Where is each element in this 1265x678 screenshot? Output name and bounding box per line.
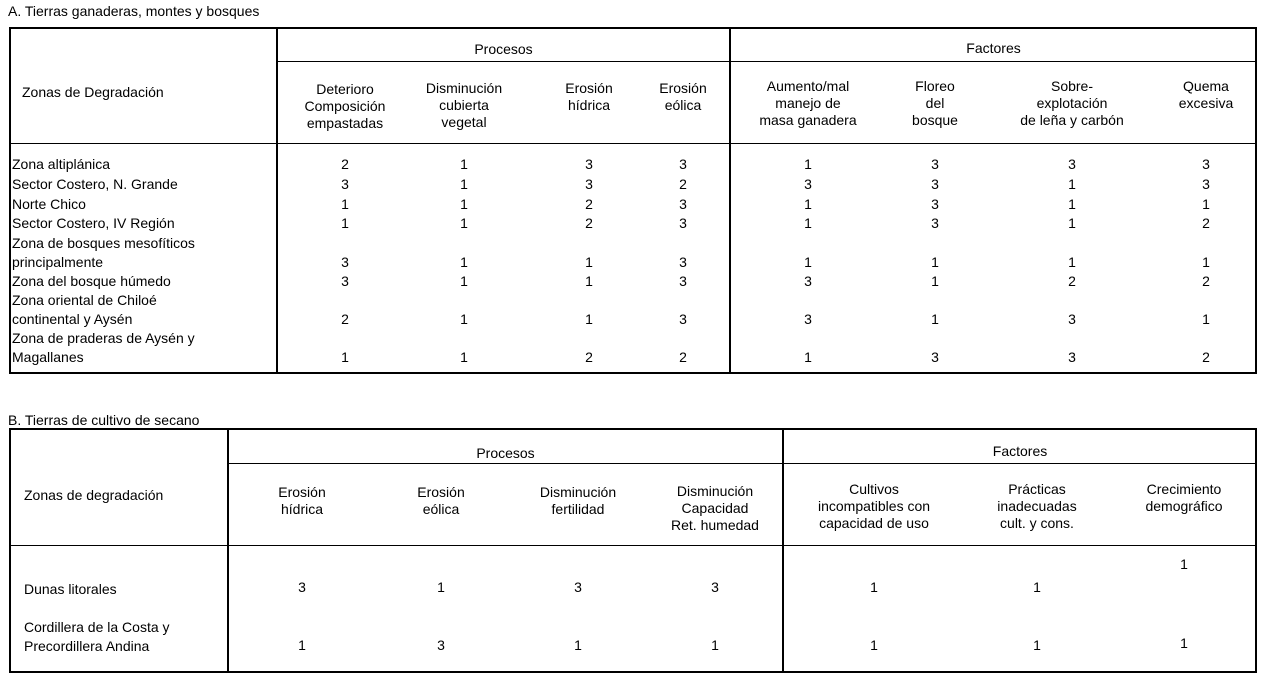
table-b-frame bbox=[9, 428, 1257, 673]
table-a-cell: 3 bbox=[679, 273, 687, 289]
table-a-cell: 1 bbox=[1202, 254, 1210, 270]
table-a-cell: 3 bbox=[1068, 311, 1076, 327]
table-a-cell: 2 bbox=[1202, 349, 1210, 365]
table-a-divider-zone bbox=[276, 28, 278, 373]
table-b-column-header: Prácticas inadecuadas cult. y cons. bbox=[997, 481, 1077, 531]
table-b-cell: 3 bbox=[437, 637, 445, 653]
table-a-cell: 1 bbox=[460, 273, 468, 289]
table-a-cell: 1 bbox=[804, 156, 812, 172]
section-a-caption: A. Tierras ganaderas, montes y bosques bbox=[8, 3, 260, 19]
table-a-zone-label: Zona del bosque húmedo bbox=[12, 273, 171, 289]
table-b-cell: 1 bbox=[1180, 635, 1188, 651]
table-a-cell: 1 bbox=[804, 215, 812, 231]
table-b-cell: 1 bbox=[1033, 637, 1041, 653]
table-a-cell: 3 bbox=[341, 176, 349, 192]
table-a-cell: 3 bbox=[341, 254, 349, 270]
table-a-cell: 3 bbox=[804, 311, 812, 327]
table-a-cell: 2 bbox=[679, 176, 687, 192]
table-b-cell: 1 bbox=[437, 579, 445, 595]
table-a-cell: 3 bbox=[931, 349, 939, 365]
table-a-cell: 1 bbox=[804, 196, 812, 212]
table-a-column-header: Aumento/mal manejo de masa ganadera bbox=[759, 78, 857, 128]
table-a-cell: 3 bbox=[931, 176, 939, 192]
table-a-cell: 1 bbox=[804, 349, 812, 365]
table-a-cell: 1 bbox=[931, 311, 939, 327]
table-b-divider-zone bbox=[227, 429, 229, 672]
table-a-cell: 2 bbox=[679, 349, 687, 365]
table-a-cell: 1 bbox=[585, 273, 593, 289]
table-a-cell: 3 bbox=[341, 273, 349, 289]
table-a-zone-label: Sector Costero, N. Grande bbox=[12, 176, 178, 192]
table-a-cell: 1 bbox=[585, 311, 593, 327]
table-a-cell: 1 bbox=[1068, 215, 1076, 231]
table-b-column-header: Erosión hídrica bbox=[278, 484, 326, 517]
table-a-cell: 1 bbox=[341, 349, 349, 365]
table-a-cell: 1 bbox=[460, 254, 468, 270]
table-a-cell: 2 bbox=[1068, 273, 1076, 289]
table-a-cell: 3 bbox=[679, 311, 687, 327]
table-a-zone-label: Norte Chico bbox=[12, 196, 86, 212]
table-a-column-header: Deterioro Composición empastadas bbox=[304, 81, 386, 131]
table-b-cell: 3 bbox=[711, 579, 719, 595]
table-a-cell: 3 bbox=[585, 156, 593, 172]
table-b-cell: 3 bbox=[298, 579, 306, 595]
table-a-cell: 3 bbox=[585, 176, 593, 192]
table-a-cell: 1 bbox=[1202, 311, 1210, 327]
table-a-cell: 1 bbox=[1202, 196, 1210, 212]
table-b-cell: 3 bbox=[574, 579, 582, 595]
table-a-group-procesos: Procesos bbox=[474, 41, 533, 57]
table-a-cell: 1 bbox=[460, 156, 468, 172]
table-a-cell: 3 bbox=[1068, 349, 1076, 365]
table-a-cell: 1 bbox=[341, 215, 349, 231]
table-a-zone-label: Zona oriental de Chiloé continental y Aysén bbox=[12, 292, 157, 327]
table-a-cell: 3 bbox=[679, 156, 687, 172]
table-b-column-header: Disminución Capacidad Ret. humedad bbox=[671, 483, 759, 533]
table-a-cell: 1 bbox=[460, 311, 468, 327]
table-a-cell: 1 bbox=[931, 273, 939, 289]
table-a-cell: 3 bbox=[679, 254, 687, 270]
table-a-zone-label: Zona altiplánica bbox=[12, 156, 111, 172]
table-a-cell: 2 bbox=[1202, 215, 1210, 231]
table-a-cell: 3 bbox=[804, 273, 812, 289]
table-a-header-rule bbox=[10, 143, 1256, 144]
table-b-zone-label: Cordillera de la Costa y Precordillera Andina bbox=[24, 619, 170, 654]
table-a-cell: 1 bbox=[931, 254, 939, 270]
table-a-cell: 1 bbox=[460, 215, 468, 231]
table-b-cell: 1 bbox=[574, 637, 582, 653]
table-b-cell: 1 bbox=[1180, 556, 1188, 572]
table-a-cell: 2 bbox=[1202, 273, 1210, 289]
table-b-column-header: Cultivos incompatibles con capacidad de uso bbox=[817, 481, 931, 531]
table-a-column-header: Quema excesiva bbox=[1178, 78, 1234, 111]
table-a-cell: 1 bbox=[585, 254, 593, 270]
table-a-zone-label: Zona de bosques mesofíticos principalmente bbox=[12, 235, 195, 270]
table-a-cell: 3 bbox=[931, 156, 939, 172]
table-a-zone-label: Sector Costero, IV Región bbox=[12, 215, 175, 231]
table-a-column-header: Erosión hídrica bbox=[565, 80, 613, 113]
table-b-cell: 1 bbox=[298, 637, 306, 653]
table-b-column-header: Erosión eólica bbox=[417, 484, 465, 517]
table-b-cell: 1 bbox=[1033, 579, 1041, 595]
section-b-caption: B. Tierras de cultivo de secano bbox=[8, 412, 200, 428]
table-a-cell: 3 bbox=[679, 196, 687, 212]
table-b-divider-groups bbox=[782, 429, 784, 672]
table-a-cell: 1 bbox=[460, 176, 468, 192]
table-a-cell: 3 bbox=[804, 176, 812, 192]
table-a-cell: 1 bbox=[460, 349, 468, 365]
table-a-column-header: Erosión eólica bbox=[659, 80, 707, 113]
table-a-cell: 1 bbox=[460, 196, 468, 212]
table-b-column-header: Crecimiento demográfico bbox=[1145, 481, 1223, 514]
table-b-column-header: Disminución fertilidad bbox=[539, 484, 617, 517]
table-b-cell: 1 bbox=[711, 637, 719, 653]
table-a-cell: 1 bbox=[1068, 176, 1076, 192]
table-a-cell: 3 bbox=[1202, 176, 1210, 192]
table-a-cell: 2 bbox=[585, 196, 593, 212]
table-a-group-factores: Factores bbox=[966, 40, 1021, 56]
table-a-cell: 2 bbox=[585, 215, 593, 231]
table-b-header-rule bbox=[10, 545, 1256, 546]
table-a-zone-header: Zonas de Degradación bbox=[22, 84, 164, 100]
table-b-cell: 1 bbox=[870, 637, 878, 653]
table-a-cell: 1 bbox=[1068, 196, 1076, 212]
table-a-group-rule bbox=[277, 61, 1256, 62]
table-a-column-header: Disminución cubierta vegetal bbox=[425, 80, 503, 130]
table-a-cell: 3 bbox=[931, 196, 939, 212]
table-a-cell: 1 bbox=[804, 254, 812, 270]
table-a-cell: 2 bbox=[585, 349, 593, 365]
table-a-cell: 1 bbox=[341, 196, 349, 212]
table-a-cell: 1 bbox=[1068, 254, 1076, 270]
table-a-column-header: Floreo del bosque bbox=[912, 78, 958, 128]
table-a-cell: 2 bbox=[341, 156, 349, 172]
table-b-zone-header: Zonas de degradación bbox=[24, 487, 164, 503]
table-b-group-factores: Factores bbox=[992, 443, 1048, 459]
table-b-group-rule bbox=[228, 463, 1256, 464]
table-a-zone-label: Zona de praderas de Aysén y Magallanes bbox=[12, 330, 195, 365]
table-b-cell: 1 bbox=[870, 579, 878, 595]
table-b-zone-label: Dunas litorales bbox=[24, 581, 117, 597]
table-a-cell: 3 bbox=[1202, 156, 1210, 172]
table-a-cell: 3 bbox=[679, 215, 687, 231]
table-a-cell: 3 bbox=[1068, 156, 1076, 172]
table-a-cell: 3 bbox=[931, 215, 939, 231]
table-a-cell: 2 bbox=[341, 311, 349, 327]
table-a-column-header: Sobre- explotación de leña y carbón bbox=[1020, 78, 1124, 128]
table-b-group-procesos: Procesos bbox=[476, 445, 535, 461]
